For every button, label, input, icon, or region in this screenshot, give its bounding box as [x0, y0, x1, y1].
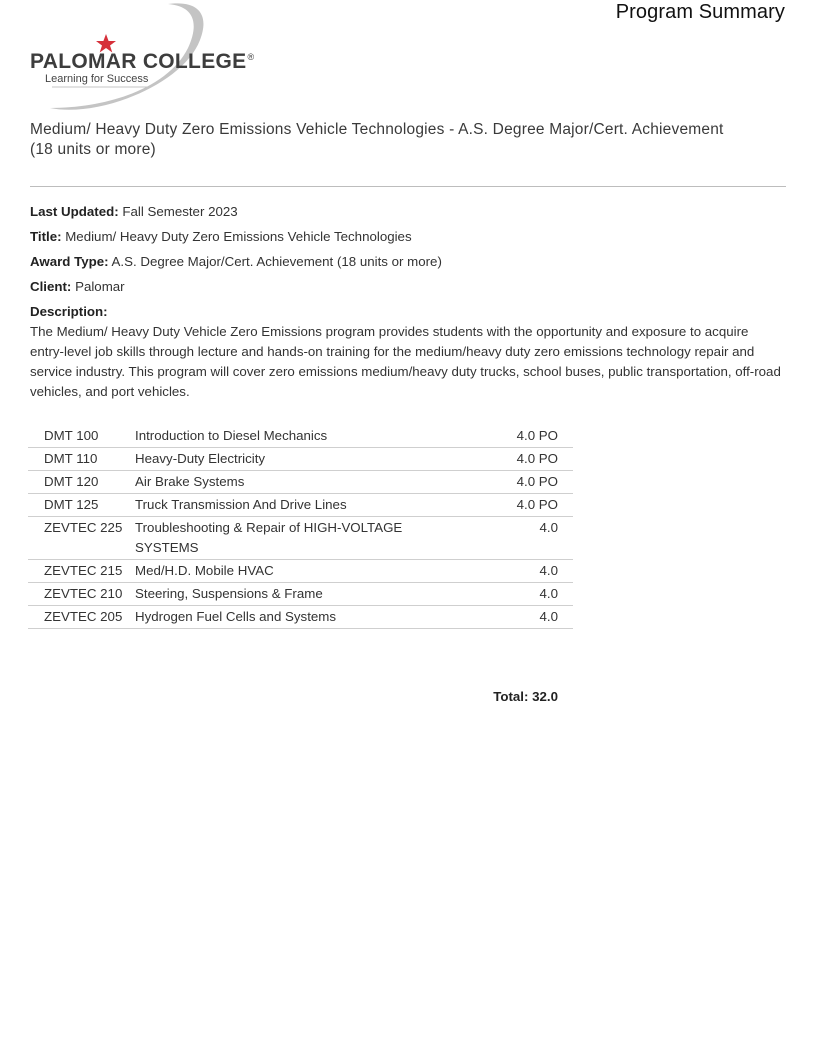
document-label: Program Summary — [615, 1, 785, 23]
course-title: Heavy-Duty Electricity — [135, 451, 266, 466]
course-code: ZEVTEC 215 — [44, 563, 123, 578]
college-logo — [28, 0, 258, 118]
course-title: Air Brake Systems — [135, 474, 245, 489]
course-title: Med/H.D. Mobile HVAC — [135, 563, 274, 578]
course-code: ZEVTEC 205 — [44, 609, 123, 624]
course-code: DMT 125 — [44, 497, 99, 512]
course-units: 4.0 PO — [516, 497, 558, 512]
course-code: DMT 100 — [44, 428, 99, 443]
logo-tagline: Learning for Success — [45, 73, 149, 85]
course-table — [28, 425, 573, 629]
course-row — [28, 606, 573, 629]
course-units: 4.0 PO — [516, 451, 558, 466]
course-row — [28, 425, 573, 448]
description-text: The Medium/ Heavy Duty Vehicle Zero Emissions program provides students with the opportunity and exposure to acquire entry-level job skills through lecture and hands-on training for the medium/heavy duty zero emissions technology repair and service industry. This program will cover zero emissions medium/heavy duty trucks, school buses, public transportation, off-road vehicles, and port vehicles. — [30, 324, 781, 399]
program-title: Medium/ Heavy Duty Zero Emissions Vehicle Technologies - A.S. Degree Major/Cert. Achievement (18 units or more) — [30, 121, 724, 158]
course-title: Truck Transmission And Drive Lines — [135, 497, 347, 512]
course-row — [28, 471, 573, 494]
course-row — [28, 517, 573, 560]
course-units: 4.0 — [539, 586, 558, 601]
meta-last-updated: Last Updated: Fall Semester 2023 — [30, 204, 238, 219]
course-units: 4.0 PO — [516, 474, 558, 489]
course-code: DMT 110 — [44, 451, 98, 466]
course-title: Hydrogen Fuel Cells and Systems — [135, 609, 337, 624]
meta-award-type: Award Type: A.S. Degree Major/Cert. Achievement (18 units or more) — [30, 254, 442, 269]
course-code: ZEVTEC 210 — [44, 586, 123, 601]
course-title: Introduction to Diesel Mechanics — [135, 428, 328, 443]
course-units: 4.0 — [539, 520, 558, 535]
course-title: Steering, Suspensions & Frame — [135, 586, 323, 601]
logo-wordmark: PALOMAR COLLEGE® — [30, 50, 255, 73]
meta-title: Title: Medium/ Heavy Duty Zero Emissions Vehicle Technologies — [30, 229, 412, 244]
course-units: 4.0 — [539, 563, 558, 578]
course-row — [28, 583, 573, 606]
course-row — [28, 448, 573, 471]
course-title: Troubleshooting & Repair of HIGH-VOLTAGE SYSTEMS — [135, 520, 403, 555]
course-code: DMT 120 — [44, 474, 99, 489]
course-code: ZEVTEC 225 — [44, 520, 123, 535]
course-units: 4.0 PO — [516, 428, 558, 443]
total-units: Total: 32.0 — [493, 689, 558, 704]
description-label: Description: — [30, 304, 108, 319]
course-row — [28, 494, 573, 517]
meta-client: Client: Palomar — [30, 279, 125, 294]
course-row — [28, 560, 573, 583]
header-divider — [30, 186, 786, 187]
course-units: 4.0 — [539, 609, 558, 624]
